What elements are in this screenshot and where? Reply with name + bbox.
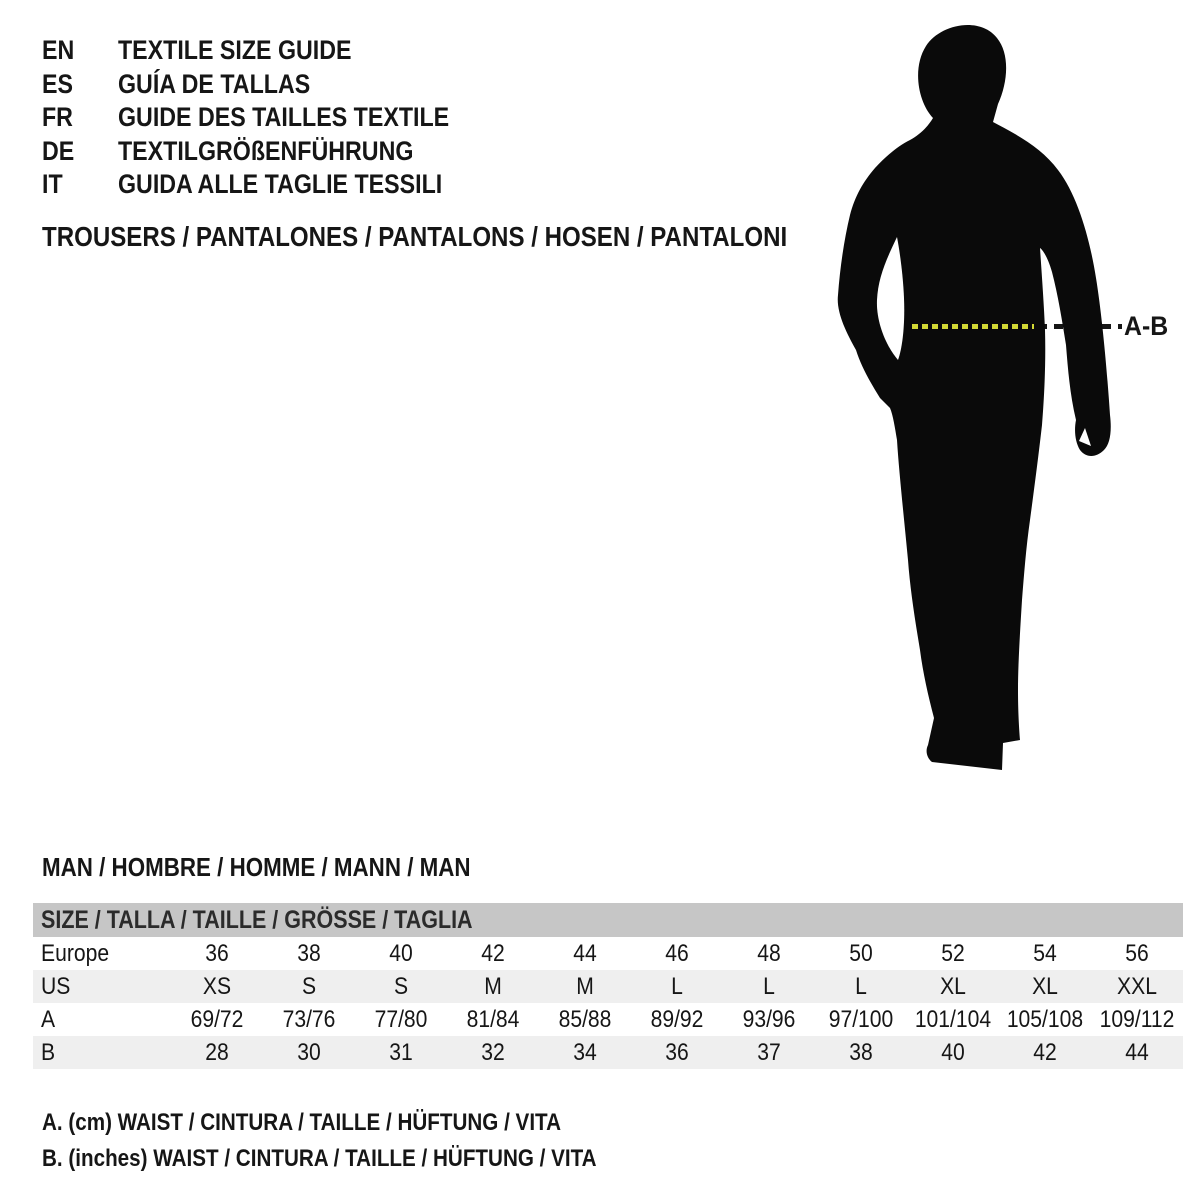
lang-label-text: TEXTILGRÖßENFÜHRUNG bbox=[118, 135, 414, 166]
table-cell: 36 bbox=[665, 1038, 689, 1066]
waist-measure-dotted-line bbox=[912, 324, 1034, 329]
lang-label-text: GUIDE DES TAILLES TEXTILE bbox=[118, 102, 450, 133]
table-cell: 31 bbox=[389, 1038, 413, 1066]
table-cell: 89/92 bbox=[650, 1005, 704, 1033]
table-cell: 105/108 bbox=[1006, 1005, 1084, 1033]
table-cell: 46 bbox=[665, 939, 689, 967]
lang-label-text: GUÍA DE TALLAS bbox=[118, 68, 311, 99]
table-cell: 38 bbox=[849, 1038, 873, 1066]
table-cell: 44 bbox=[573, 939, 597, 967]
table-cell: 52 bbox=[941, 939, 965, 967]
table-cell: 42 bbox=[481, 939, 505, 967]
lang-code-text: IT bbox=[42, 169, 63, 200]
table-cell: 101/104 bbox=[914, 1005, 992, 1033]
row-label bbox=[33, 1039, 171, 1067]
table-cell: 97/100 bbox=[828, 1005, 894, 1033]
waist-measure-label-text: A-B bbox=[1124, 311, 1169, 341]
man-silhouette-body bbox=[838, 25, 1111, 770]
table-cell: 38 bbox=[297, 939, 321, 967]
lang-code bbox=[42, 136, 118, 167]
lang-code-text: EN bbox=[42, 35, 75, 66]
table-cell: XL bbox=[940, 972, 966, 1000]
row-label bbox=[33, 973, 171, 1001]
table-cell: 56 bbox=[1125, 939, 1149, 967]
table-cell: L bbox=[763, 972, 775, 1000]
table-cell: 54 bbox=[1033, 939, 1057, 967]
table-row-b-inches bbox=[33, 1036, 1183, 1069]
legend-row-it bbox=[42, 168, 503, 202]
table-cell: XXL bbox=[1117, 972, 1157, 1000]
table-row-europe bbox=[33, 937, 1183, 970]
footnote-b bbox=[42, 1144, 687, 1180]
row-label bbox=[33, 1006, 171, 1034]
lang-code-text: DE bbox=[42, 135, 75, 166]
lang-code-text: ES bbox=[42, 68, 73, 99]
table-cell: 77/80 bbox=[374, 1005, 428, 1033]
lang-code-text: FR bbox=[42, 102, 73, 133]
table-cell: S bbox=[301, 972, 317, 1000]
legend-row-es bbox=[42, 68, 503, 102]
table-cell: 34 bbox=[573, 1038, 597, 1066]
footnote-b-text: B. (inches) WAIST / CINTURA / TAILLE / HÜFTUNG / VITA bbox=[42, 1145, 597, 1172]
row-label-text: Europe bbox=[41, 939, 110, 967]
footnotes bbox=[42, 1108, 687, 1180]
lang-label bbox=[118, 35, 390, 66]
table-cell: 109/112 bbox=[1099, 1005, 1175, 1033]
lang-code bbox=[42, 35, 118, 66]
lang-code bbox=[42, 102, 118, 133]
table-cell: 44 bbox=[1125, 1038, 1149, 1066]
section-title-man bbox=[42, 852, 540, 882]
table-cell: 85/88 bbox=[558, 1005, 612, 1033]
category-title bbox=[42, 220, 908, 254]
language-legend bbox=[42, 34, 503, 202]
table-row-us bbox=[33, 970, 1183, 1003]
lang-label bbox=[118, 169, 495, 200]
table-cell: 32 bbox=[481, 1038, 505, 1066]
table-cell: S bbox=[393, 972, 409, 1000]
size-table-header-text: SIZE / TALLA / TAILLE / GRÖSSE / TAGLIA bbox=[41, 905, 473, 934]
table-cell: 50 bbox=[849, 939, 873, 967]
lang-label-text: TEXTILE SIZE GUIDE bbox=[118, 35, 352, 66]
row-label bbox=[33, 940, 171, 968]
size-table-header bbox=[33, 903, 1183, 937]
table-cell: XS bbox=[202, 972, 232, 1000]
footnote-a bbox=[42, 1108, 687, 1144]
section-title-text: MAN / HOMBRE / HOMME / MANN / MAN bbox=[42, 852, 471, 882]
table-cell: L bbox=[671, 972, 683, 1000]
table-row-a-cm bbox=[33, 1003, 1183, 1036]
table-cell: XL bbox=[1032, 972, 1058, 1000]
table-cell: 48 bbox=[757, 939, 781, 967]
size-table bbox=[33, 903, 1183, 1069]
legend-row-en bbox=[42, 34, 503, 68]
row-label-text: B bbox=[41, 1038, 56, 1066]
table-cell: 37 bbox=[757, 1038, 781, 1066]
row-label-text: US bbox=[41, 972, 71, 1000]
lang-label-text: GUIDA ALLE TAGLIE TESSILI bbox=[118, 169, 443, 200]
man-silhouette bbox=[830, 10, 1200, 780]
lang-label bbox=[118, 136, 462, 167]
legend-row-de bbox=[42, 135, 503, 169]
lang-code bbox=[42, 69, 118, 100]
table-cell: 69/72 bbox=[190, 1005, 244, 1033]
table-cell: 30 bbox=[297, 1038, 321, 1066]
footnote-a-text: A. (cm) WAIST / CINTURA / TAILLE / HÜFTUNG / VITA bbox=[42, 1109, 562, 1136]
table-cell: M bbox=[484, 972, 502, 1000]
table-cell: 40 bbox=[941, 1038, 965, 1066]
category-title-text: TROUSERS / PANTALONES / PANTALONS / HOSEN / PANTALONI bbox=[42, 221, 788, 252]
legend-row-fr bbox=[42, 101, 503, 135]
table-cell: 28 bbox=[205, 1038, 229, 1066]
table-cell: 40 bbox=[389, 939, 413, 967]
table-cell: 36 bbox=[205, 939, 229, 967]
table-cell: 93/96 bbox=[742, 1005, 796, 1033]
table-cell: 81/84 bbox=[466, 1005, 520, 1033]
lang-label bbox=[118, 102, 503, 133]
lang-code bbox=[42, 169, 118, 200]
table-cell: 42 bbox=[1033, 1038, 1057, 1066]
table-cell: M bbox=[576, 972, 594, 1000]
row-label-text: A bbox=[41, 1005, 56, 1033]
lang-label bbox=[118, 69, 342, 100]
table-cell: L bbox=[855, 972, 867, 1000]
table-cell: 73/76 bbox=[282, 1005, 336, 1033]
waist-measure-label bbox=[1124, 311, 1172, 341]
